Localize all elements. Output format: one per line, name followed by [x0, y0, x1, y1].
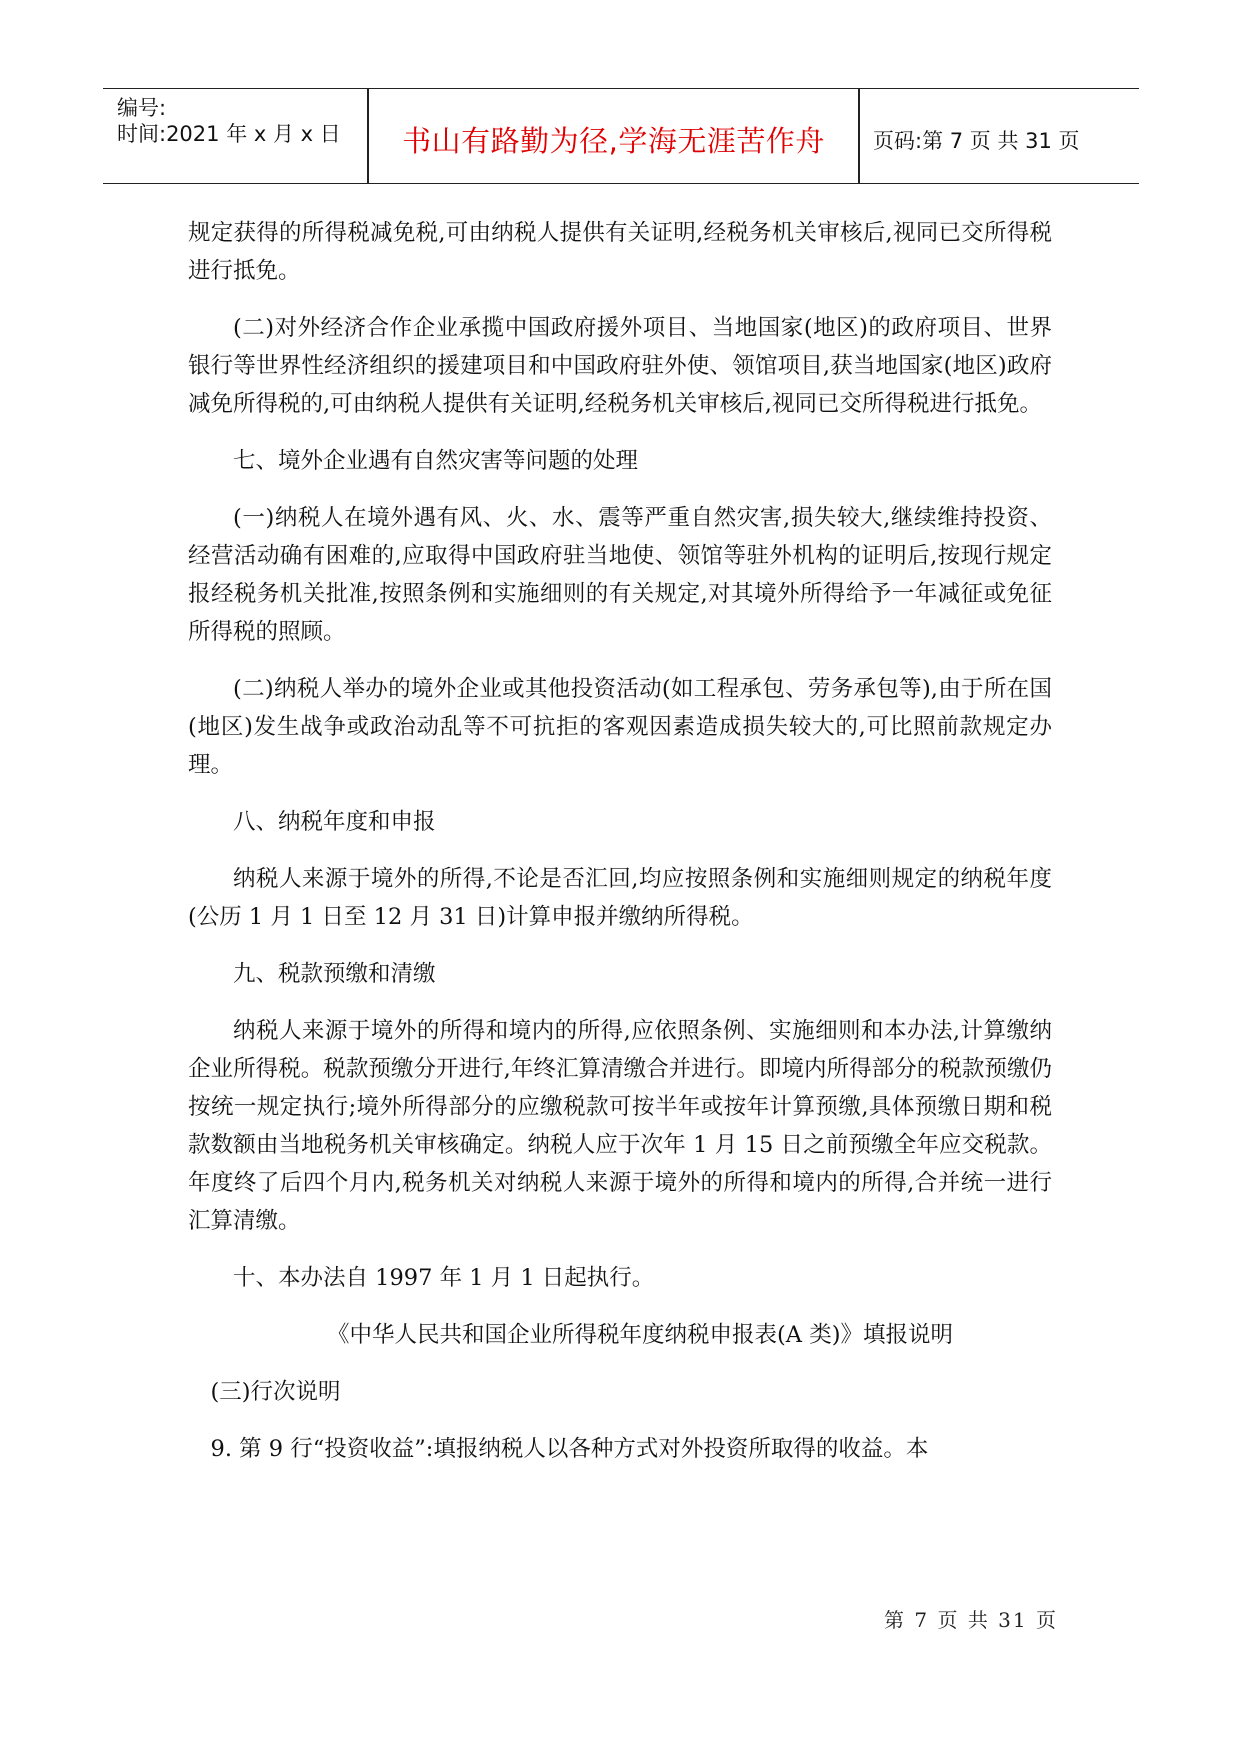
body-paragraph: 纳税人来源于境外的所得和境内的所得,应依照条例、实施细则和本办法,计算缴纳企业所得税。税款预缴分开进行,年终汇算清缴合并进行。即境内所得部分的税款预缴仍按统一规定执行;境外所得部分的应缴税款可按半年或按年计算预缴,具体预缴日期和税款数额由当地税务机关审核确定。纳税人应于次年 1 月 15 日之前预缴全年应交税款。年度终了后四个月内,税务机关对纳税人来源于境外的所得和境内的所得,合并统一进行汇算清缴。	[188, 1018, 1052, 1234]
body-paragraph: (二)纳税人举办的境外企业或其他投资活动(如工程承包、劳务承包等),由于所在国(地区)发生战争或政治动乱等不可抗拒的客观因素造成损失较大的,可比照前款规定办理。	[188, 676, 1052, 778]
header-info	[117, 95, 341, 147]
body-paragraph: 9. 第 9 行“投资收益”:填报纳税人以各种方式对外投资所取得的收益。本	[210, 1436, 929, 1462]
page-footer: 第 7 页 共 31 页	[884, 1608, 1058, 1632]
body-paragraph: (一)纳税人在境外遇有风、火、水、震等严重自然灾害,损失较大,继续维持投资、经营活动确有困难的,应取得中国政府驻当地使、领馆等驻外机构的证明后,按现行规定报经税务机关批准,按照条例和实施细则的有关规定,对其境外所得给予一年减征或免征所得税的照顾。	[188, 505, 1052, 645]
header-motto: 书山有路勤为径,学海无涯苦作舟	[402, 124, 825, 158]
section-heading: 九、税款预缴和清缴	[233, 961, 436, 987]
form-title: 《中华人民共和国企业所得税年度纳税申报表(A 类)》填报说明	[327, 1322, 953, 1348]
body-paragraph: 规定获得的所得税减免税,可由纳税人提供有关证明,经税务机关审核后,视同已交所得税进行抵免。	[188, 220, 1052, 284]
header-divider	[858, 89, 860, 183]
body-paragraph: 纳税人来源于境外的所得,不论是否汇回,均应按照条例和实施细则规定的纳税年度(公历 1 月 1 日至 12 月 31 日)计算申报并缴纳所得税。	[188, 866, 1052, 930]
body-paragraph: 十、本办法自 1997 年 1 月 1 日起执行。	[233, 1265, 655, 1291]
header-page-code: 页码:第 7 页 共 31 页	[873, 129, 1080, 153]
page-header	[103, 88, 1139, 184]
section-heading: 七、境外企业遇有自然灾害等问题的处理	[233, 448, 639, 474]
section-heading: 八、纳税年度和申报	[233, 809, 436, 835]
body-paragraph: (二)对外经济合作企业承揽中国政府援外项目、当地国家(地区)的政府项目、世界银行等世界性经济组织的援建项目和中国政府驻外使、领馆项目,获当地国家(地区)政府减免所得税的,可由纳税人提供有关证明,经税务机关审核后,视同已交所得税进行抵免。	[188, 315, 1052, 417]
document-body	[188, 214, 1052, 1487]
document-time-label: 时间:2021 年 x 月 x 日	[117, 122, 341, 146]
section-heading: (三)行次说明	[210, 1379, 341, 1405]
document-number-label: 编号:	[117, 96, 167, 120]
